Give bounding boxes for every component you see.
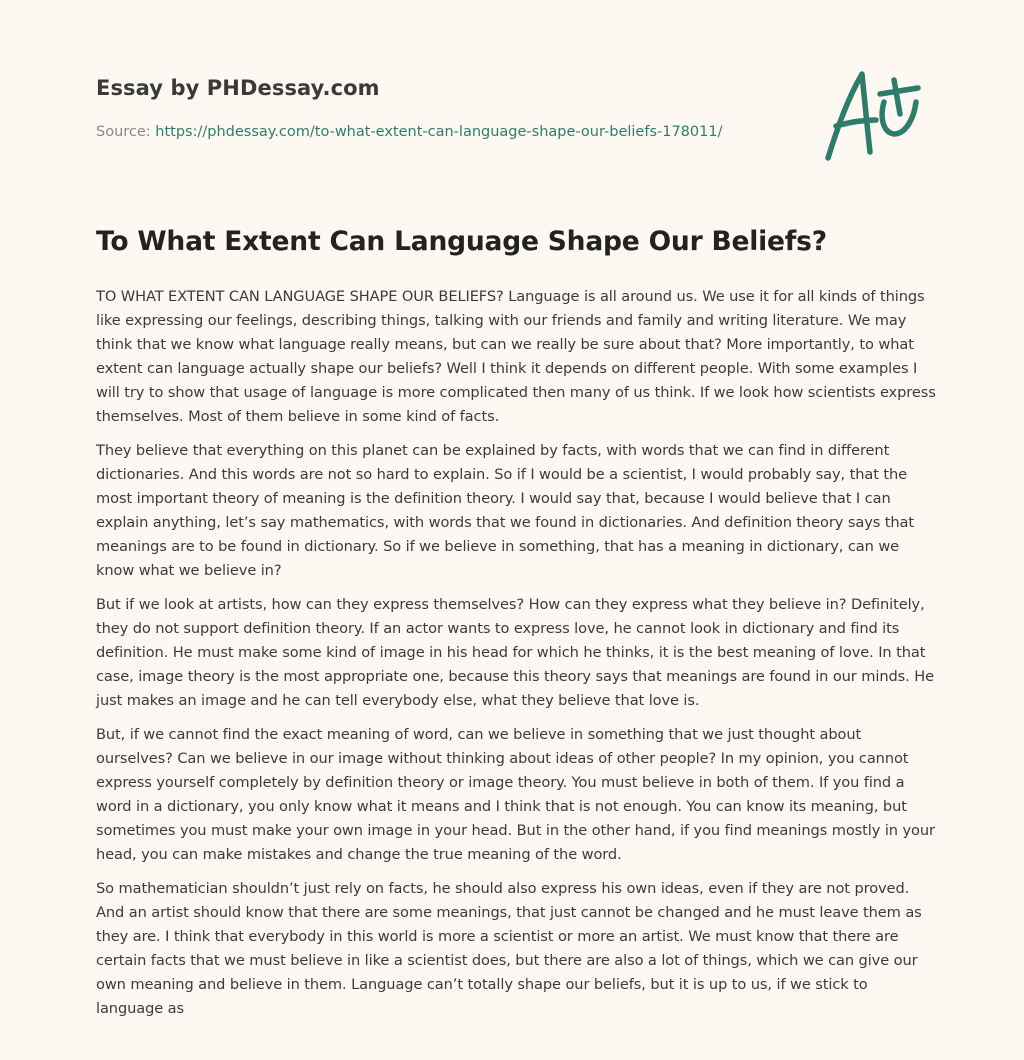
essay-paragraph: But if we look at artists, how can they express themselves? How can they express what they believe in? Definitely, they do not support definition theory. If an actor wants to express love, he cannot look in dictionary and find its definition. He must make some kind of image in his head for which he thinks, it is the best meaning of love. In that case, image theory is the most appropriate one, because this theory says that meanings are found in our minds. He just makes an image and he can tell everybody else, what they believe that love is.	[96, 596, 934, 709]
source-link[interactable]: https://phdessay.com/to-what-extent-can-language-shape-our-beliefs-178011/	[155, 124, 723, 140]
a-plus-logo-icon	[818, 64, 930, 168]
essay-paragraph: But, if we cannot find the exact meaning of word, can we believe in something that we just thought about ourselves? Can we believe in our image without thinking about ideas of other people? In my opinion, you cannot express yourself completely by definition theory or image theory. You must believe in both of them. If you find a word in a dictionary, you only know what it means and I think that is not enough. You can know its meaning, but sometimes you must make your own image in your head. But in the other hand, if you find meanings mostly in your head, you can make mistakes and change the true meaning of the word.	[96, 726, 935, 863]
essay-paragraph: TO WHAT EXTENT CAN LANGUAGE SHAPE OUR BELIEFS? Language is all around us. We use it for all kinds of things like expressing our feelings, describing things, talking with our friends and family and writing literature. We may think that we know what language really means, but can we really be sure about that? More importantly, to what extent can language actually shape our beliefs? Well I think it depends on different people. With some examples I will try to show that usage of language is more complicated then many of us think. If we look how scientists express themselves. Most of them believe in some kind of facts.	[96, 288, 936, 425]
essay-body	[96, 285, 936, 1031]
essay-paragraph: So mathematician shouldn’t just rely on facts, he should also express his own ideas, even if they are not proved. And an artist should know that there are some meanings, that just cannot be changed and he must leave them as they are. I think that everybody in this world is more a scientist or more an artist. We must know that there are certain facts that we must believe in like a scientist does, but there are also a lot of things, which we can give our own meaning and believe in them. Language can’t totally shape our beliefs, but it is up to us, if we stick to language as	[96, 880, 922, 1017]
essay-title: To What Extent Can Language Shape Our Beliefs?	[96, 226, 827, 257]
essay-paragraph: They believe that everything on this planet can be explained by facts, with words that we can find in different dictionaries. And this words are not so hard to explain. So if I would be a scientist, I would probably say, that the most important theory of meaning is the definition theory. I would say that, because I would believe that I can explain anything, let’s say mathematics, with words that we found in dictionaries. And definition theory says that meanings are to be found in dictionary. So if we believe in something, that has a meaning in dictionary, can we know what we believe in?	[96, 442, 915, 579]
source-label: Source:	[96, 124, 151, 140]
site-name: Essay by PHDessay.com	[96, 76, 380, 100]
a-plus-logo	[818, 64, 930, 168]
source-line	[96, 124, 722, 140]
